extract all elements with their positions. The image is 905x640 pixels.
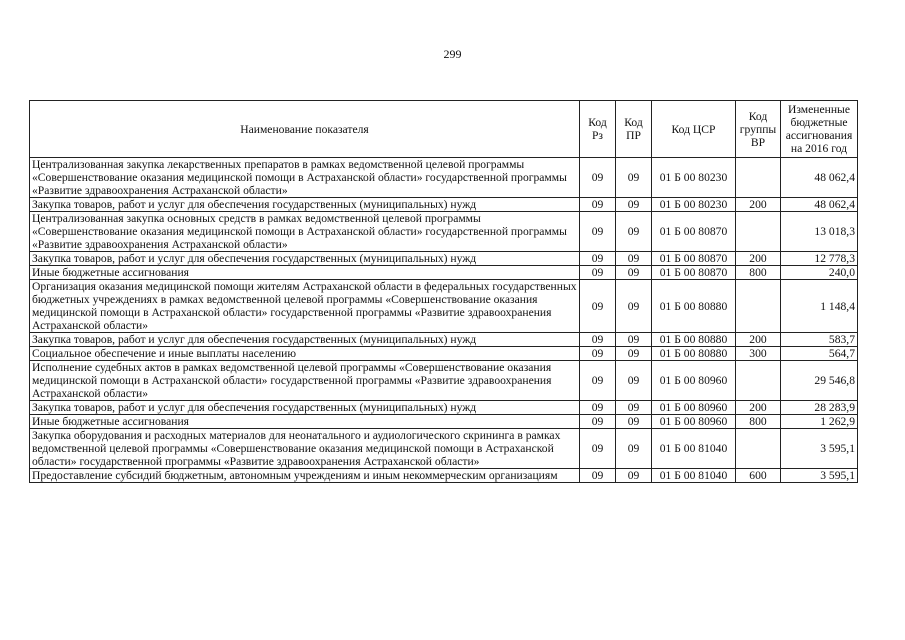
- row-csr-cell: 01 Б 00 80230: [652, 158, 736, 198]
- table-body: [30, 158, 858, 483]
- row-pr-cell: 09: [616, 469, 652, 483]
- row-vr-cell: [736, 212, 781, 252]
- row-pr-cell: 09: [616, 280, 652, 333]
- row-amount-cell: 28 283,9: [781, 401, 858, 415]
- row-pr-cell: 09: [616, 266, 652, 280]
- row-rz-cell: 09: [580, 198, 616, 212]
- row-name-cell: Централизованная закупка лекарственных препаратов в рамках ведомственной целевой программы «Совершенствование оказания медицинской помощи в Астраханской области» государственной программы «Развитие здравоохранения Астраханской области»: [30, 158, 580, 198]
- row-rz-cell: 09: [580, 401, 616, 415]
- page-number: 299: [443, 47, 462, 61]
- row-rz-cell: 09: [580, 333, 616, 347]
- table-row: [30, 252, 858, 266]
- table-row: [30, 361, 858, 401]
- row-pr-cell: 09: [616, 198, 652, 212]
- row-vr-cell: [736, 429, 781, 469]
- row-rz-cell: 09: [580, 212, 616, 252]
- row-csr-cell: 01 Б 00 80870: [652, 252, 736, 266]
- row-vr-cell: 200: [736, 252, 781, 266]
- table-row: [30, 198, 858, 212]
- table-row: [30, 429, 858, 469]
- row-rz-cell: 09: [580, 252, 616, 266]
- row-amount-cell: 13 018,3: [781, 212, 858, 252]
- table-row: [30, 401, 858, 415]
- table-row: [30, 333, 858, 347]
- table-row: [30, 347, 858, 361]
- row-pr-cell: 09: [616, 252, 652, 266]
- header-rz: Код Рз: [580, 101, 616, 158]
- row-csr-cell: 01 Б 00 80960: [652, 401, 736, 415]
- row-name-cell: Закупка товаров, работ и услуг для обеспечения государственных (муниципальных) нужд: [30, 198, 580, 212]
- header-pr: Код ПР: [616, 101, 652, 158]
- row-pr-cell: 09: [616, 429, 652, 469]
- row-amount-cell: 29 546,8: [781, 361, 858, 401]
- row-csr-cell: 01 Б 00 80870: [652, 266, 736, 280]
- row-amount-cell: 48 062,4: [781, 198, 858, 212]
- row-name-cell: Закупка товаров, работ и услуг для обеспечения государственных (муниципальных) нужд: [30, 401, 580, 415]
- row-name-cell: Закупка товаров, работ и услуг для обеспечения государственных (муниципальных) нужд: [30, 252, 580, 266]
- row-csr-cell: 01 Б 00 80880: [652, 280, 736, 333]
- row-pr-cell: 09: [616, 333, 652, 347]
- row-rz-cell: 09: [580, 361, 616, 401]
- row-amount-cell: 48 062,4: [781, 158, 858, 198]
- row-rz-cell: 09: [580, 415, 616, 429]
- row-csr-cell: 01 Б 00 81040: [652, 469, 736, 483]
- row-name-cell: Организация оказания медицинской помощи жителям Астраханской области в федеральных государственных бюджетных учреждениях в рамках ведомственной целевой программы «Совершенствование оказания медицинской помощи в Астраханской области» государственной программы «Развитие здравоохранения Астраханской области»: [30, 280, 580, 333]
- row-csr-cell: 01 Б 00 80870: [652, 212, 736, 252]
- row-vr-cell: [736, 280, 781, 333]
- row-name-cell: Иные бюджетные ассигнования: [30, 415, 580, 429]
- row-name-cell: Предоставление субсидий бюджетным, автономным учреждениям и иным некоммерческим организациям: [30, 469, 580, 483]
- row-name-cell: Иные бюджетные ассигнования: [30, 266, 580, 280]
- row-rz-cell: 09: [580, 469, 616, 483]
- row-rz-cell: 09: [580, 158, 616, 198]
- table-row: [30, 469, 858, 483]
- table-row: [30, 266, 858, 280]
- row-pr-cell: 09: [616, 158, 652, 198]
- row-rz-cell: 09: [580, 266, 616, 280]
- row-vr-cell: 600: [736, 469, 781, 483]
- row-name-cell: Закупка товаров, работ и услуг для обеспечения государственных (муниципальных) нужд: [30, 333, 580, 347]
- row-vr-cell: 800: [736, 415, 781, 429]
- budget-table: [29, 100, 858, 483]
- row-pr-cell: 09: [616, 347, 652, 361]
- row-vr-cell: [736, 361, 781, 401]
- row-vr-cell: [736, 158, 781, 198]
- table-header: [30, 101, 858, 158]
- row-csr-cell: 01 Б 00 80880: [652, 333, 736, 347]
- row-vr-cell: 200: [736, 198, 781, 212]
- row-rz-cell: 09: [580, 280, 616, 333]
- row-csr-cell: 01 Б 00 81040: [652, 429, 736, 469]
- row-amount-cell: 1 262,9: [781, 415, 858, 429]
- header-amount: Измененные бюджетные ассигнования на 2016 год: [781, 101, 858, 158]
- table-row: [30, 415, 858, 429]
- row-amount-cell: 1 148,4: [781, 280, 858, 333]
- row-vr-cell: 200: [736, 401, 781, 415]
- table-row: [30, 158, 858, 198]
- row-csr-cell: 01 Б 00 80960: [652, 361, 736, 401]
- row-vr-cell: 800: [736, 266, 781, 280]
- row-vr-cell: 200: [736, 333, 781, 347]
- row-name-cell: Централизованная закупка основных средств в рамках ведомственной целевой программы «Совершенствование оказания медицинской помощи в Астраханской области» государственной программы «Развитие здравоохранения Астраханской области»: [30, 212, 580, 252]
- header-vr: Код группы ВР: [736, 101, 781, 158]
- row-name-cell: Закупка оборудования и расходных материалов для неонатального и аудиологического скрининга в рамках ведомственной целевой программы «Совершенствование оказания медицинской помощи в Астраханской области» государственной программы «Развитие здравоохранения Астраханской области»: [30, 429, 580, 469]
- row-csr-cell: 01 Б 00 80960: [652, 415, 736, 429]
- row-rz-cell: 09: [580, 429, 616, 469]
- row-amount-cell: 3 595,1: [781, 469, 858, 483]
- row-amount-cell: 3 595,1: [781, 429, 858, 469]
- header-csr: Код ЦСР: [652, 101, 736, 158]
- header-row: [30, 101, 858, 158]
- row-amount-cell: 12 778,3: [781, 252, 858, 266]
- row-vr-cell: 300: [736, 347, 781, 361]
- row-name-cell: Исполнение судебных актов в рамках ведомственной целевой программы «Совершенствование оказания медицинской помощи в Астраханской области» государственной программы «Развитие здравоохранения Астраханской области»: [30, 361, 580, 401]
- row-csr-cell: 01 Б 00 80230: [652, 198, 736, 212]
- row-amount-cell: 583,7: [781, 333, 858, 347]
- row-amount-cell: 240,0: [781, 266, 858, 280]
- row-pr-cell: 09: [616, 401, 652, 415]
- header-name: Наименование показателя: [30, 101, 580, 158]
- row-pr-cell: 09: [616, 212, 652, 252]
- row-rz-cell: 09: [580, 347, 616, 361]
- table-row: [30, 212, 858, 252]
- row-pr-cell: 09: [616, 361, 652, 401]
- table-row: [30, 280, 858, 333]
- row-pr-cell: 09: [616, 415, 652, 429]
- row-amount-cell: 564,7: [781, 347, 858, 361]
- row-csr-cell: 01 Б 00 80880: [652, 347, 736, 361]
- row-name-cell: Социальное обеспечение и иные выплаты населению: [30, 347, 580, 361]
